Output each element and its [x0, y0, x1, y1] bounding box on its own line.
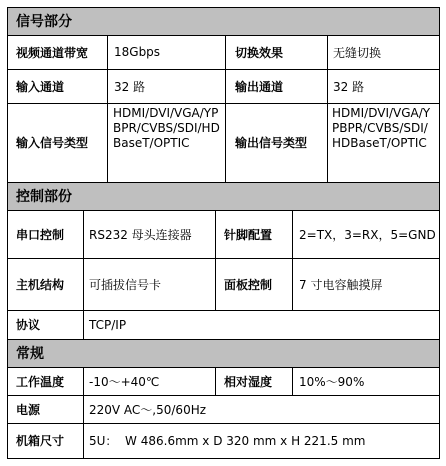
grid-line	[7, 423, 440, 424]
label-host-structure: 主机结构	[16, 277, 65, 292]
grid-line	[439, 7, 440, 459]
grid-line	[292, 210, 293, 310]
grid-line	[7, 395, 440, 396]
value-bandwidth: 18Gbps	[114, 45, 161, 59]
label-pin-config: 针脚配置	[224, 227, 273, 242]
label-panel-control: 面板控制	[224, 277, 273, 292]
grid-line	[7, 35, 440, 36]
section-title-general: 常规	[16, 346, 44, 362]
grid-line	[7, 182, 440, 183]
label-output-signal-type: 输出信号类型	[235, 136, 308, 150]
label-input-channels: 输入通道	[16, 79, 65, 94]
grid-line	[215, 367, 216, 395]
grid-line	[7, 458, 440, 459]
value-serial-control: RS232 母头连接器	[89, 227, 192, 242]
label-switch-effect: 切换效果	[235, 45, 284, 60]
value-switch-effect: 无缝切换	[333, 45, 382, 60]
label-input-signal-type: 输入信号类型	[16, 136, 89, 150]
label-bandwidth: 视频通道带宽	[16, 45, 89, 60]
value-humidity: 10%～90%	[299, 374, 365, 389]
label-output-channels: 输出通道	[235, 79, 284, 94]
grid-line	[7, 258, 440, 259]
value-pin-config: 2=TX，3=RX，5=GND	[299, 227, 436, 242]
value-host-structure: 可插拔信号卡	[89, 277, 162, 292]
grid-line	[7, 310, 440, 311]
label-humidity: 相对湿度	[224, 374, 273, 389]
section-header-general	[8, 339, 439, 367]
section-title-control: 控制部份	[16, 189, 72, 205]
value-operating-temp: -10～+40℃	[89, 374, 160, 389]
value-protocol: TCP/IP	[89, 317, 127, 332]
section-title-signal: 信号部分	[16, 14, 72, 30]
label-protocol: 协议	[16, 318, 41, 332]
grid-line	[7, 103, 440, 104]
grid-line	[327, 35, 328, 182]
label-serial-control: 串口控制	[16, 227, 65, 242]
grid-line	[83, 367, 84, 458]
grid-line	[7, 367, 440, 368]
grid-line	[225, 35, 226, 182]
grid-line	[215, 210, 216, 310]
value-input-channels: 32 路	[114, 79, 146, 94]
grid-line	[7, 210, 440, 211]
grid-line	[7, 69, 440, 70]
value-power: 220V AC～,50/60Hz	[89, 402, 207, 417]
section-header-control	[8, 182, 439, 210]
label-chassis-size: 机箱尺寸	[16, 434, 65, 448]
grid-line	[7, 7, 8, 459]
grid-line	[83, 210, 84, 339]
value-chassis-size: 5U： W 486.6mm x D 320 mm x H 221.5 mm	[89, 434, 366, 448]
label-operating-temp: 工作温度	[16, 374, 65, 389]
grid-line	[7, 339, 440, 340]
value-output-signal-type: HDMI/DVI/VGA/YPBPR/CVBS/SDI/HDBaseT/OPTIC	[332, 106, 431, 150]
label-power: 电源	[16, 402, 41, 417]
value-input-signal-type: HDMI/DVI/VGA/YPBPR/CVBS/SDI/HDBaseT/OPTIC	[113, 106, 220, 150]
grid-line	[107, 35, 108, 182]
grid-line	[292, 367, 293, 395]
value-panel-control: 7 寸电容触摸屏	[299, 277, 383, 292]
section-header-signal	[8, 7, 439, 35]
value-output-channels: 32 路	[333, 79, 365, 94]
grid-line	[7, 7, 440, 8]
